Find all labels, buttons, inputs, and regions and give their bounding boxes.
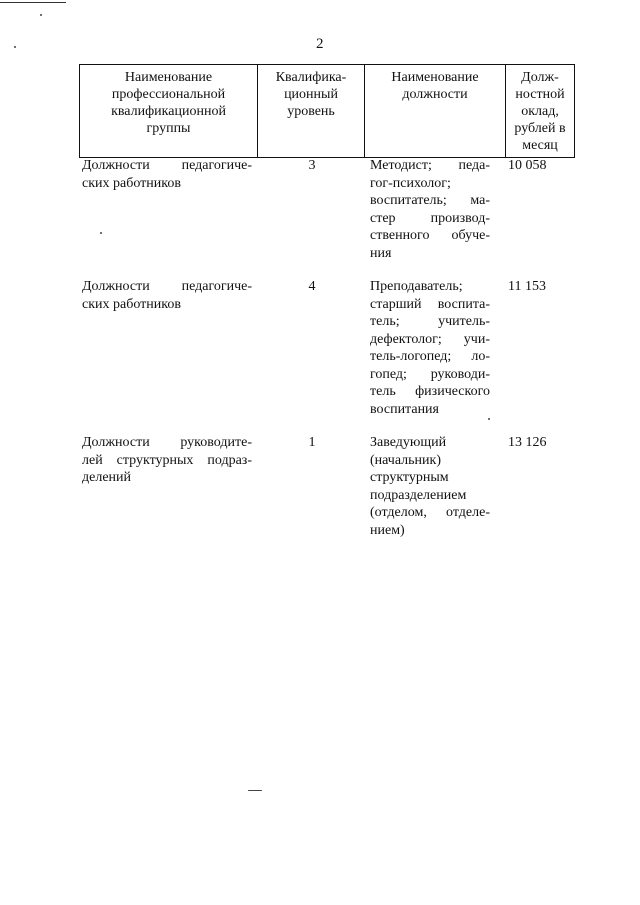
- cell-text-line: гопед; руководи-: [370, 366, 490, 382]
- cell-text-line: Должности педагогиче-: [82, 279, 252, 294]
- cell-text-line: воспитатель; ма-: [370, 193, 490, 208]
- header-qualification-group: Наименование профессиональной квалификационной группы: [80, 65, 258, 158]
- cell-text-line: стер производ-: [370, 210, 490, 226]
- scan-speck: [40, 14, 42, 16]
- cell-qualification-level: 3: [308, 158, 316, 173]
- cell-text-line: (начальник): [370, 452, 442, 468]
- cell-text-line: тель-логопед; ло-: [370, 349, 490, 364]
- cell-qualification-level: 1: [308, 435, 316, 450]
- header-qualification-level: Квалифика- ционный уровень: [258, 65, 365, 158]
- cell-text-line: нием): [370, 522, 405, 538]
- cell-text-line: воспитания: [370, 401, 439, 417]
- cell-salary: 13 126: [508, 435, 547, 450]
- page-number: 2: [316, 36, 324, 52]
- cell-position-name: [370, 434, 490, 539]
- cell-text-line: Заведующий: [370, 435, 447, 450]
- cell-text-line: Должности педагогиче-: [82, 158, 252, 173]
- cell-text-line: (отделом, отделе-: [370, 505, 490, 520]
- header-position-name: Наименование должности: [365, 65, 506, 158]
- cell-text-line: ственного обуче-: [370, 228, 490, 243]
- cell-position-name: [370, 278, 490, 418]
- cell-text-line: Преподаватель;: [370, 279, 463, 294]
- cell-text-line: подразделением: [370, 487, 467, 503]
- header-salary: Долж- ностной оклад, рублей в месяц: [506, 65, 575, 158]
- cell-text-line: Методист; педа-: [370, 158, 490, 173]
- cell-position-name: [370, 157, 490, 262]
- cell-salary: 11 153: [508, 279, 546, 294]
- cell-text-line: ния: [370, 245, 392, 261]
- scan-edge-mark: [0, 2, 66, 3]
- cell-text-line: тель физического: [370, 384, 490, 399]
- cell-qualification-group: [82, 434, 252, 487]
- cell-text-line: дефектолог; учи-: [370, 331, 490, 347]
- salary-table-header: [79, 64, 575, 158]
- cell-text-line: ских работников: [82, 296, 181, 312]
- cell-text-line: старший воспита-: [370, 296, 490, 312]
- cell-text-line: ских работников: [82, 175, 181, 191]
- cell-qualification-group: [82, 157, 252, 192]
- cell-text-line: структурным: [370, 470, 449, 485]
- cell-salary: 10 058: [508, 158, 547, 173]
- scan-speck: [100, 232, 102, 234]
- cell-text-line: тель; учитель-: [370, 314, 490, 329]
- cell-qualification-group: [82, 278, 252, 313]
- cell-text-line: лей структурных подраз-: [82, 452, 252, 468]
- cell-qualification-level: 4: [308, 279, 316, 294]
- cell-text-line: Должности руководите-: [82, 435, 252, 450]
- scan-speck: [248, 790, 262, 791]
- cell-text-line: гог-психолог;: [370, 175, 451, 191]
- scan-speck: [488, 418, 490, 420]
- cell-text-line: делений: [82, 470, 132, 485]
